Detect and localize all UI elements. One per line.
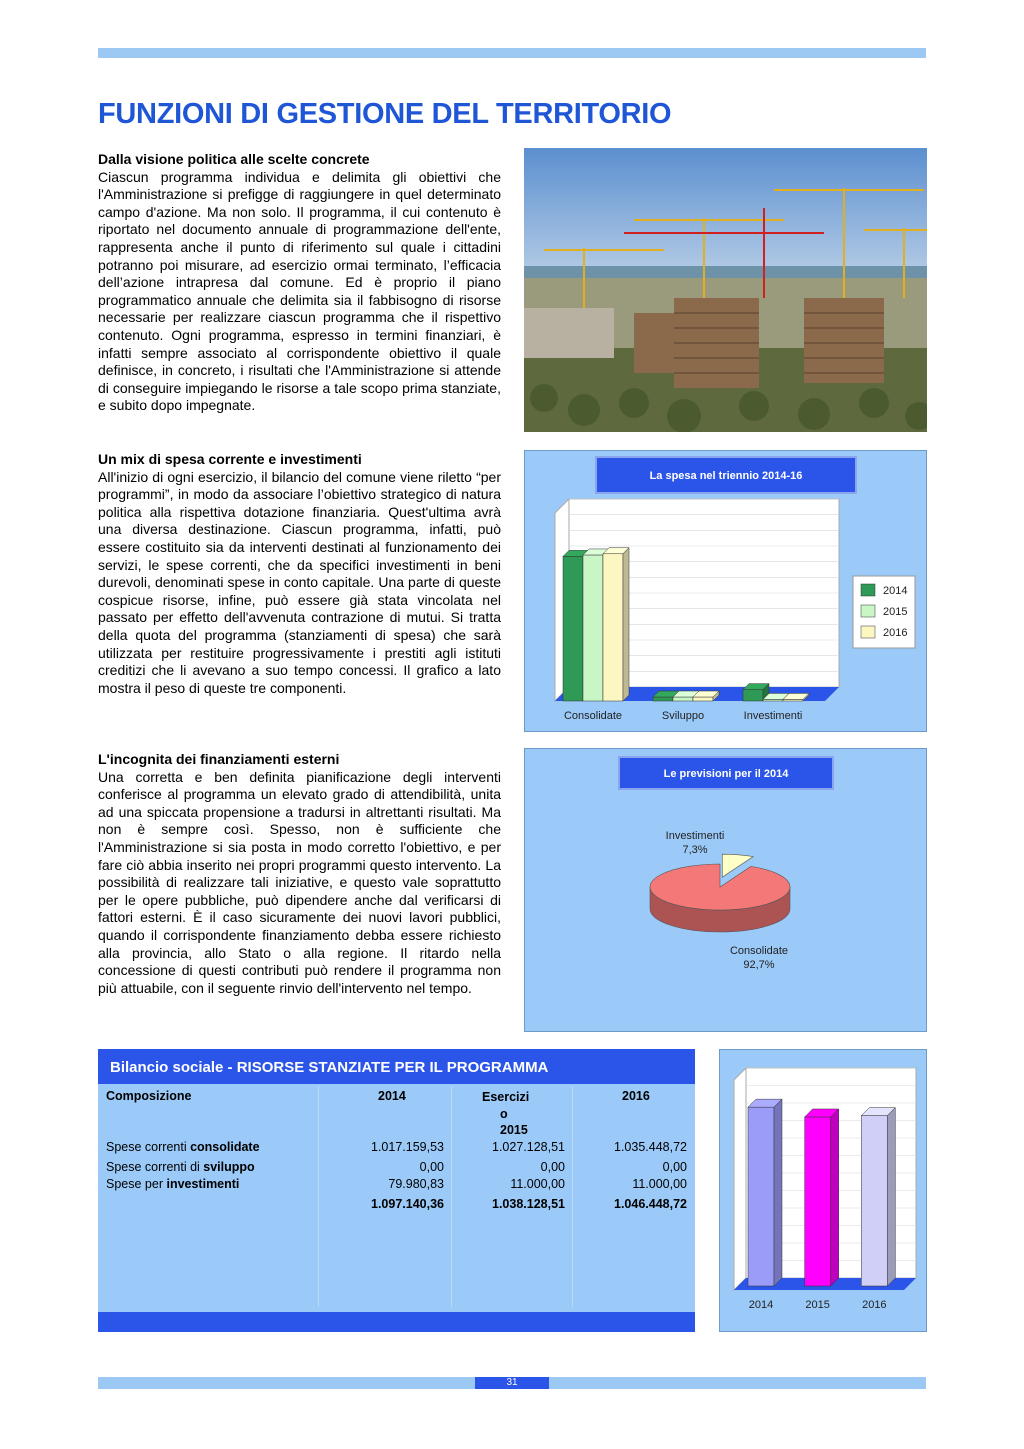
section-1 (98, 151, 501, 415)
chart1-legend-label: 2016 (883, 627, 908, 639)
section-1-heading: Dalla visione politica alle scelte concrete (98, 151, 370, 167)
chart1-bar-side (623, 548, 629, 701)
chart1-bar-front (583, 555, 603, 701)
chart3-bar-side (887, 1108, 895, 1286)
chart3-bar-front (861, 1116, 887, 1286)
table-header-row (98, 1089, 695, 1139)
section-3-heading: L'incognita dei finanziamenti esterni (98, 751, 340, 767)
budget-table-footer (98, 1312, 695, 1332)
top-decorative-bar (98, 48, 926, 58)
table-row: Spese per investimenti 79.980,83 11.000,00 11.000,00 (106, 1177, 687, 1191)
chart1-bar-front (653, 697, 673, 701)
chart3-bar-front (748, 1107, 774, 1286)
chart2-title: Le previsioni per il 2014 (663, 768, 789, 780)
chart3-category-label: 2015 (805, 1299, 830, 1311)
section-3-body: Una corretta e ben definita pianificazione degli interventi conferisce al programma un elevato grado di attendibilità, unita ad una spiccata propensione a tradursi in altrettanti risultati. Ma non è sempre così. Spesso, non è sufficiente che l'Amministrazione si sia posta in modo corretto l'obiettivo, e per fare ciò abbia inserito nei propri programmi questo intervento. La possibilità di realizzare tali iniziative, e questo vale soprattutto per le opere pubbliche, può dipendere anche dal verificarsi di fattori esterni. È il caso sicuramente dei nuovi lavori pubblici, quando il corrispondente finanziamento debba essere richiesto alla provincia, allo Stato o alla regione. Il ritardo nella concessione di questi contributi può rendere il programma non più attuabile, con il seguente rinvio dell'intervento nel tempo. (98, 768, 501, 996)
chart1-bar-front (563, 556, 583, 701)
chart3-bar (748, 1099, 782, 1286)
chart1-legend-swatch (861, 584, 875, 596)
chart1-category-label: Investimenti (743, 710, 803, 722)
chart2-label-investimenti: Investimenti (665, 830, 725, 842)
section-2-body: All'inizio di ogni esercizio, il bilancio del comune viene riletto “per programmi”, in modo da associare l’obiettivo strategico di natura politica alla rispettiva dotazione finanziaria. Quest'ultima avrà una diversa destinazione. Ciascun programma, infatti, può essere costituito sia da interventi destinati al funzionamento dei servizi, le spese correnti, che da specifici investimenti in beni durevoli, denominati spese in conto capitale. Una parte di queste cospicue risorse, infine, può essere già stata vincolata nel passato per effetto dell'avvenuta contrazione di mutui. Si tratta della quota del programma (stanziamenti di spesa) che sarà utilizzata per restituire progressivamente i prestiti agli istituti creditizi che li avevano a suo tempo concessi. Il grafico a lato mostra il peso di queste tre componenti. (98, 468, 501, 696)
chart2-slice-consolidate (650, 864, 790, 910)
chart1-title: La spesa nel triennio 2014-16 (649, 470, 803, 482)
chart1-legend-label: 2014 (883, 585, 908, 597)
chart3-category-label: 2016 (862, 1299, 887, 1311)
page-number: 31 (475, 1377, 549, 1389)
chart3-bar (805, 1109, 839, 1286)
chart1-legend-swatch (861, 605, 875, 617)
chart1-category-label: Consolidate (563, 710, 623, 722)
chart2-value-consolidate: 92,7% (743, 959, 775, 971)
chart1-category-label: Sviluppo (661, 710, 705, 722)
forecast-2014-pie-chart (524, 748, 927, 1032)
chart3-bar (861, 1108, 895, 1286)
chart3-bar-side (774, 1099, 782, 1286)
chart1-bar-front (693, 697, 713, 701)
chart2-value-investimenti: 7,3% (682, 844, 708, 856)
section-3 (98, 751, 501, 997)
section-1-body: Ciascun programma individua e delimita gli obiettivi che l'Amministrazione si prefigge di raggiungere in quel determinato campo d'azione. Ma non solo. Il programma, il cui contenuto è riportato nel documento annuale di programmazione dell'ente, rappresenta anche il punto di riferimento sul quale i cittadini potranno poi misurare, ad esercizio ormai terminato, l’efficacia dell’azione intrapresa dal comune. Ed è proprio il piano programmatico annuale che delimita sia il fabbisogno di risorse necessarie per realizzare ciascun programma che il rispettivo contenuto. Ogni programma, espresso in termini finanziari, è infatti sempre associato al corrispondente obiettivo il quale definisce, in concreto, i risultati che l'Amministrazione si attende di conseguire impiegando le risorse a tale scopo prima stanziate, e subito dopo impegnate. (98, 168, 501, 414)
header-2014: 2014 (378, 1089, 406, 1103)
table-row: Spese correnti consolidate 1.017.159,53 1.027.128,51 1.035.448,72 (106, 1140, 687, 1154)
header-composizione: Composizione (106, 1089, 192, 1103)
chart3-bar-front (805, 1117, 831, 1286)
header-esercizio: Esercizi o 2015 (482, 1090, 530, 1137)
budget-table-title: Bilancio sociale - RISORSE STANZIATE PER IL PROGRAMMA (98, 1049, 695, 1084)
chart1-bar-front (603, 554, 623, 701)
budget-table (98, 1049, 695, 1332)
spending-triennium-chart (524, 450, 927, 732)
page-title: FUNZIONI DI GESTIONE DEL TERRITORIO (98, 98, 672, 130)
chart1-bar (603, 548, 629, 701)
table-totals-row: 1.097.140,36 1.038.128,51 1.046.448,72 (371, 1197, 687, 1211)
section-2 (98, 451, 501, 697)
chart3-bar-side (831, 1109, 839, 1286)
chart3-wall-left (734, 1068, 746, 1290)
section-2-heading: Un mix di spesa corrente e investimenti (98, 451, 362, 467)
chart1-bar-front (743, 690, 763, 701)
chart3-category-label: 2014 (748, 1299, 774, 1311)
chart2-label-consolidate: Consolidate (729, 945, 789, 957)
chart1-legend-swatch (861, 626, 875, 638)
header-2016: 2016 (622, 1089, 650, 1103)
chart1-legend-label: 2015 (883, 606, 908, 618)
table-row: Spese correnti di sviluppo 0,00 0,00 0,00 (106, 1160, 687, 1174)
chart1-bar-front (673, 697, 693, 701)
construction-site-photo (524, 148, 927, 432)
totals-by-year-chart (719, 1049, 927, 1332)
